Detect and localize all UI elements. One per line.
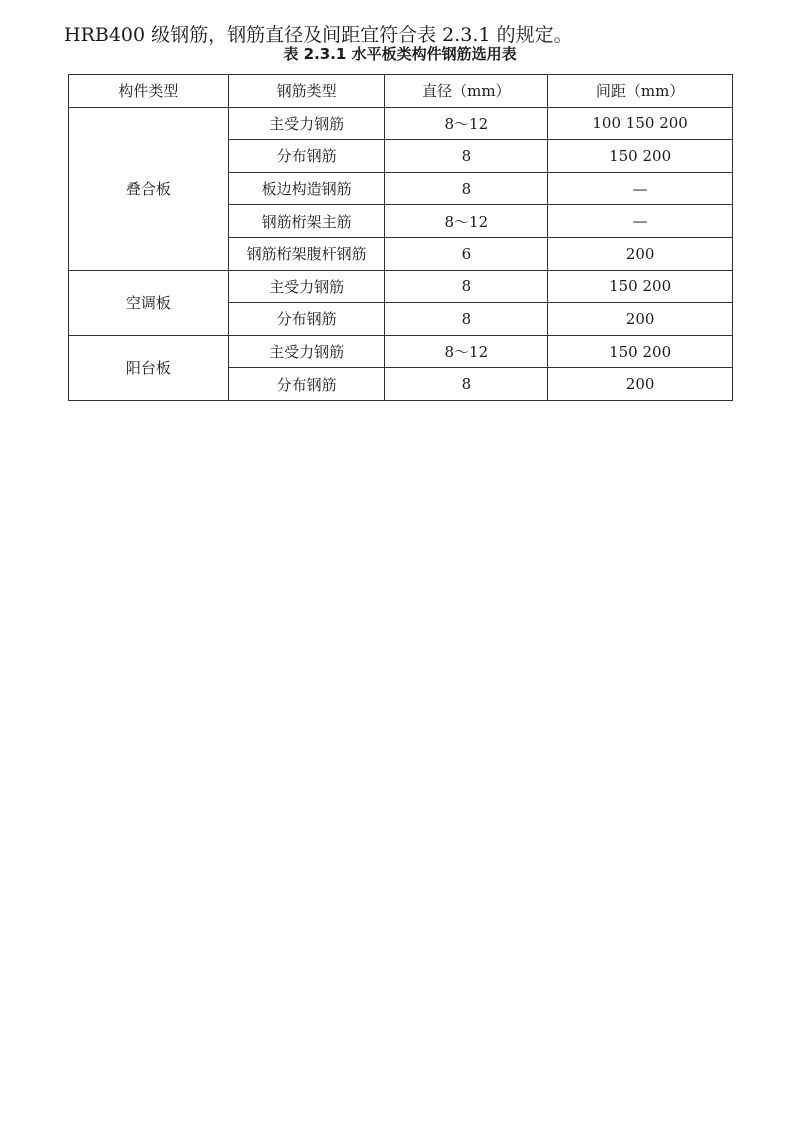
table-row — [69, 270, 733, 303]
header-member-type: 构件类型 — [69, 75, 229, 108]
spacing-cell: 150 200 — [548, 335, 733, 368]
rebar-cell: 钢筋桁架腹杆钢筋 — [228, 237, 385, 270]
header-spacing: 间距（mm） — [548, 75, 733, 108]
member-cell: 空调板 — [69, 270, 229, 335]
header-diameter: 直径（mm） — [385, 75, 548, 108]
diameter-cell: 8 — [385, 172, 548, 205]
spacing-cell: 200 — [548, 368, 733, 401]
member-cell: 叠合板 — [69, 107, 229, 270]
diameter-cell: 8 — [385, 303, 548, 336]
diameter-cell: 8 — [385, 270, 548, 303]
rebar-selection-table — [68, 74, 733, 401]
spacing-cell: — — [548, 172, 733, 205]
spacing-cell: — — [548, 205, 733, 238]
rebar-cell: 钢筋桁架主筋 — [228, 205, 385, 238]
intro-paragraph: HRB400 级钢筋，钢筋直径及间距宜符合表 2.3.1 的规定。 — [64, 24, 573, 46]
table-row — [69, 107, 733, 140]
rebar-cell: 主受力钢筋 — [228, 270, 385, 303]
rebar-cell: 分布钢筋 — [228, 303, 385, 336]
rebar-cell: 主受力钢筋 — [228, 107, 385, 140]
table-caption: 表 2.3.1 水平板类构件钢筋选用表 — [283, 45, 517, 63]
rebar-cell: 分布钢筋 — [228, 368, 385, 401]
diameter-cell: 6 — [385, 237, 548, 270]
diameter-cell: 8～12 — [385, 335, 548, 368]
diameter-cell: 8～12 — [385, 107, 548, 140]
spacing-cell: 100 150 200 — [548, 107, 733, 140]
rebar-cell: 板边构造钢筋 — [228, 172, 385, 205]
spacing-cell: 150 200 — [548, 140, 733, 173]
diameter-cell: 8 — [385, 368, 548, 401]
header-rebar-type: 钢筋类型 — [228, 75, 385, 108]
diameter-cell: 8～12 — [385, 205, 548, 238]
rebar-cell: 主受力钢筋 — [228, 335, 385, 368]
table-header-row — [69, 75, 733, 108]
spacing-cell: 150 200 — [548, 270, 733, 303]
spacing-cell: 200 — [548, 237, 733, 270]
spacing-cell: 200 — [548, 303, 733, 336]
table-row — [69, 335, 733, 368]
member-cell: 阳台板 — [69, 335, 229, 400]
rebar-cell: 分布钢筋 — [228, 140, 385, 173]
diameter-cell: 8 — [385, 140, 548, 173]
